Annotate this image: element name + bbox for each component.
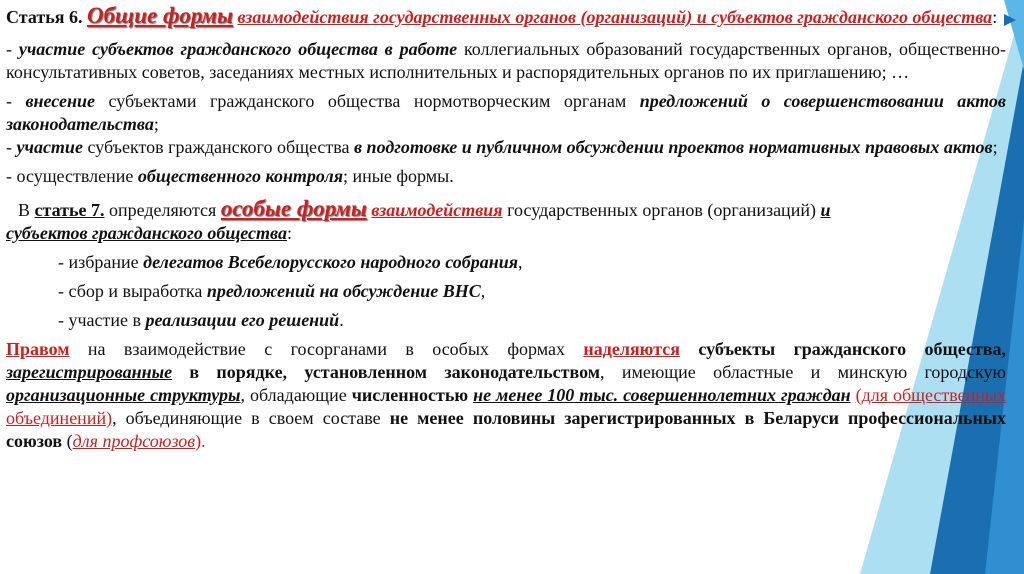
org-structures: организационные структуры (6, 385, 241, 405)
special-form-proposals (6, 280, 1006, 303)
control-emphasis: общественного контроля (137, 166, 343, 186)
dash: - (6, 39, 19, 59)
form-item-drafts (6, 136, 1006, 159)
control-text-2: ; иные формы. (343, 166, 454, 186)
special-forms-interaction: взаимодействия (371, 200, 503, 220)
special-form-decisions (6, 309, 1006, 332)
form-item-participation (6, 38, 1006, 84)
right-text-1: на взаимодействие с госорганами в особых формах (69, 339, 584, 359)
granted-word: наделяются (583, 339, 680, 359)
proposals-vns-emphasis: предложений на обсуждение ВНС (206, 281, 481, 301)
proposals-text: субъектами гражданского общества нормотворческим органам (94, 91, 640, 111)
right-word: Правом (6, 339, 70, 359)
right-of-interaction-paragraph (6, 338, 1006, 453)
slide-content (6, 4, 1006, 453)
article-7-and: и (820, 200, 831, 220)
proposals-emphasis-1: внесение (25, 91, 95, 111)
form-item-proposals (6, 90, 1006, 136)
civil-society-subjects: субъектов гражданского общества (6, 223, 287, 243)
punctuation: : (286, 223, 292, 243)
article-7-subjects (6, 222, 1006, 245)
article-6-title-main: Общие формы (86, 3, 233, 28)
form-item-control (6, 165, 1006, 188)
open-paren: ( (62, 431, 73, 451)
article-6-title-colon: : (992, 7, 998, 27)
special-form-delegates (6, 251, 1006, 274)
article-6-label: Статья 6. (6, 7, 83, 27)
punctuation: ; (153, 114, 159, 134)
dash: - (6, 137, 17, 157)
right-text-2: , имеющие областные и минскую городскую (600, 362, 1006, 382)
article-7-text: определяются (104, 200, 221, 220)
registered-word: зарегистрированные (6, 362, 173, 382)
delegates-text: - избрание (58, 252, 144, 272)
procedure-bold: в порядке, установленном законодательством (172, 362, 600, 382)
right-text-3: , обладающие (240, 385, 352, 405)
number-word: численностью (351, 385, 469, 405)
control-text-1: - осуществление (6, 166, 138, 186)
member-count: не менее 100 тыс. совершеннолетних граждан (473, 385, 851, 405)
drafts-text: субъектов гражданского общества (82, 137, 355, 157)
for-trade-unions: для профсоюзов (72, 431, 196, 451)
punctuation: , (518, 252, 523, 272)
punctuation: , (480, 281, 486, 301)
close-paren: ). (195, 431, 206, 451)
article-7-in: В (18, 200, 35, 220)
for-public-associations: (для общественных объединений) (6, 385, 1007, 428)
article-7-text-2: государственных органов (организаций) (502, 200, 821, 220)
punctuation: . (339, 310, 344, 330)
right-text-4: , объединяющие в своем составе (112, 408, 390, 428)
decisions-emphasis: реализации его решений (145, 310, 340, 330)
article-7-link[interactable]: статье 7. (34, 200, 105, 220)
proposals-vns-text: - сбор и выработка (58, 281, 207, 301)
article-6-heading (6, 4, 1006, 29)
special-forms-title: особые формы (220, 196, 367, 221)
drafts-emphasis-1: участие (16, 137, 83, 157)
participation-emphasis: участие субъектов гражданского общества в работе (18, 39, 458, 59)
dash: - (6, 91, 26, 111)
proposals-emphasis-2: предложений о совершенствовании актов законодательства (6, 91, 1006, 134)
decisions-text: - участие в (58, 310, 146, 330)
subjects-bold: субъекты гражданского общества, (679, 339, 1006, 359)
article-7-intro (6, 197, 1006, 222)
half-of-unions: не менее половины зарегистрированных в Беларуси профессиональных союзов (6, 408, 1006, 451)
article-6-title-rest: взаимодействия государственных органов (организаций) и субъектов гражданского общества (237, 7, 993, 27)
punctuation: ; (992, 137, 998, 157)
drafts-emphasis-2: в подготовке и публичном обсуждении проектов нормативных правовых актов (354, 137, 993, 157)
delegates-emphasis: делегатов Всебелорусского народного собрания (143, 252, 518, 272)
participation-text: коллегиальных образований государственных органов, общественно-консультативных советов, заседаниях местных исполнительных и распорядительных органов по их приглашению; … (6, 39, 1007, 82)
